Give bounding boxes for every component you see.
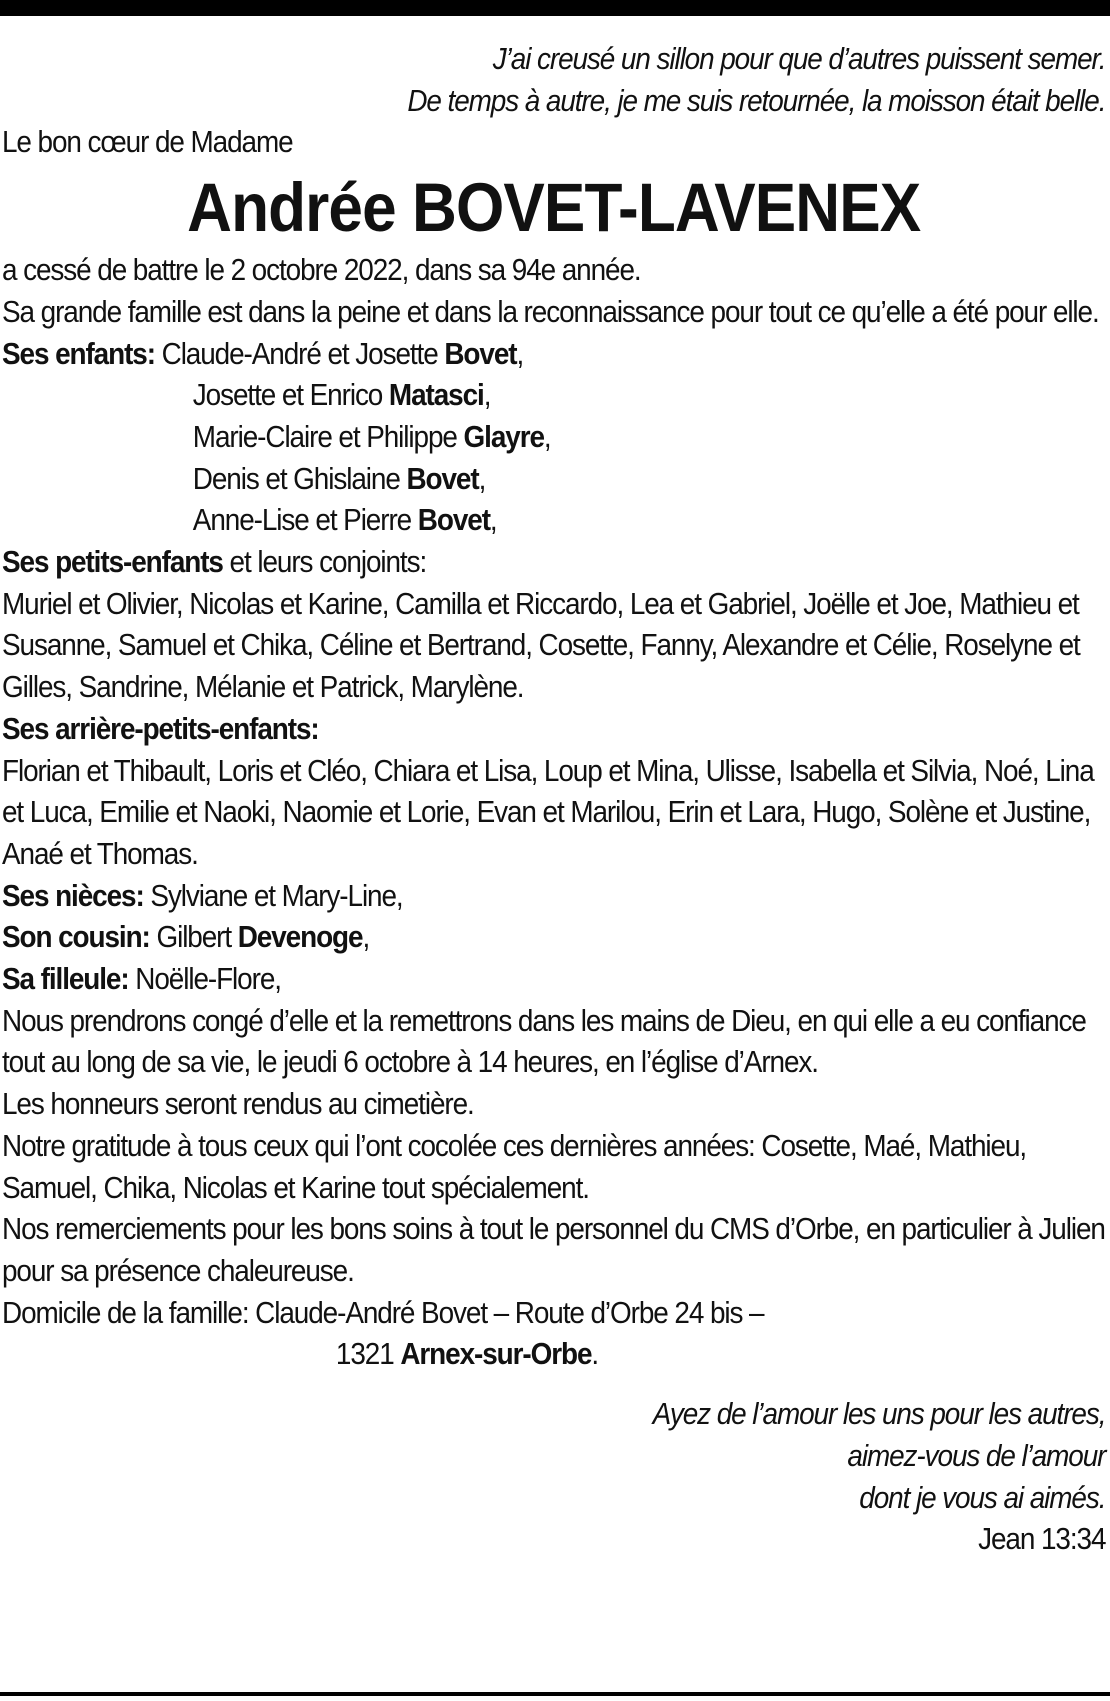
- epigraph: [2, 38, 1105, 121]
- epigraph-line: J’ai creusé un sillon pour que d’autres puissent semer.: [492, 41, 1106, 76]
- child-given-names: Anne-Lise et Pierre: [192, 502, 412, 538]
- grandchildren-suffix: et leurs conjoints:: [229, 544, 427, 580]
- deceased-name: Andrée BOVET-LAVENEX: [187, 169, 921, 247]
- intro-text: Le bon cœur de Madame: [2, 124, 293, 160]
- domicile-line: 1321 Arnex-sur-Orbe.: [335, 1336, 599, 1372]
- cousin-line: Son cousin: Gilbert Devenoge,: [2, 919, 370, 955]
- grandchildren-heading: [2, 541, 1105, 583]
- children-section: [2, 333, 1105, 542]
- nieces-names: Sylviane et Mary-Line,: [150, 877, 403, 913]
- goddaughter-names: Noëlle-Flore,: [135, 961, 281, 997]
- thanks-text: Notre gratitude à tous ceux qui l’ont cocolée ces dernières années: Cosette, Maé, Mathieu, Samuel, Chika, Nicolas et Karine tout spécialement.: [2, 1127, 1027, 1205]
- children-label: Ses enfants:: [2, 335, 155, 371]
- children-line: Josette et Enrico Matasci,: [192, 377, 491, 413]
- child-given-names: Marie-Claire et Philippe: [192, 418, 457, 454]
- nieces-line: [2, 875, 1105, 917]
- child-surname: Glayre: [463, 418, 544, 454]
- domicile-line: Domicile de la famille: Claude-André Bovet – Route d’Orbe 24 bis –: [2, 1294, 764, 1330]
- grandchildren-label: Ses petits-enfants: [2, 544, 223, 580]
- child-given-names: Josette et Enrico: [192, 377, 383, 413]
- goddaughter-label: Sa filleule:: [2, 961, 129, 997]
- child-surname: Bovet: [444, 335, 517, 371]
- epigraph-line: De temps à autre, je me suis retournée, la moisson était belle.: [407, 82, 1106, 118]
- child-given-names: Claude-André et Josette: [161, 335, 438, 371]
- verse-line: Ayez de l’amour les uns pour les autres,: [652, 1396, 1106, 1432]
- grandchildren-names: Muriel et Olivier, Nicolas et Karine, Camilla et Riccardo, Lea et Gabriel, Joëlle et Joe, Mathieu et Susanne, Samuel et Chika, Céline et Bertrand, Cosette, Fanny, Alexandre et Célie, Roselyne et Gilles, Sandrine, Mélanie et Patrick, Marylène.: [2, 585, 1080, 705]
- top-rule: [0, 0, 1110, 16]
- cousin-surname: Devenoge: [237, 919, 363, 955]
- child-surname: Bovet: [417, 502, 490, 538]
- children-line: Ses enfants: Claude-André et Josette Bovet,: [2, 335, 524, 371]
- children-line: Marie-Claire et Philippe Glayre,: [192, 418, 551, 454]
- cousin-label: Son cousin:: [2, 919, 150, 955]
- great-grandchildren-names: Florian et Thibault, Loris et Cléo, Chiara et Lisa, Loup et Mina, Ulisse, Isabella et Silvia, Noé, Lina et Luca, Emilie et Naoki, Naomie et Lorie, Evan et Marilou, Erin et Lara, Hugo, Solène et Justine, Anaé et Thomas.: [2, 752, 1094, 871]
- domicile-town: Arnex-sur-Orbe: [400, 1336, 592, 1372]
- children-line: Denis et Ghislaine Bovet,: [192, 460, 486, 496]
- closing-verse: [2, 1393, 1105, 1518]
- children-line: Anne-Lise et Pierre Bovet,: [192, 502, 497, 538]
- grandchildren-section: [2, 541, 1105, 708]
- domicile-postcode: 1321: [335, 1336, 394, 1372]
- domicile-address: [2, 1292, 1105, 1375]
- honours-text: Les honneurs seront rendus au cimetière.: [2, 1086, 474, 1122]
- great-grandchildren-label: Ses arrière-petits-enfants:: [2, 710, 319, 746]
- child-surname: Bovet: [406, 460, 479, 496]
- ceremony-text: Nous prendrons congé d’elle et la remettrons dans les mains de Dieu, en qui elle a eu confiance tout au long de sa vie, le jeudi 6 octobre à 14 heures, en l’église d’Arnex.: [2, 1002, 1086, 1080]
- cousin-given: Gilbert: [156, 919, 232, 955]
- goddaughter-line: [2, 958, 1105, 1000]
- death-text: a cessé de battre le 2 octobre 2022, dans sa 94e année.: [2, 252, 641, 288]
- bottom-rule: [0, 1692, 1110, 1696]
- verse-reference: Jean 13:34: [978, 1521, 1106, 1557]
- great-grandchildren-section: [2, 708, 1105, 875]
- nieces-label: Ses nièces:: [2, 877, 144, 913]
- family-gratitude: Sa grande famille est dans la peine et dans la reconnaissance pour tout ce qu’elle a été pour elle.: [2, 293, 1099, 329]
- thanks-text: Nos remerciements pour les bons soins à tout le personnel du CMS d’Orbe, en particulier à Julien pour sa présence chaleureuse.: [2, 1211, 1105, 1288]
- verse-line: dont je vous ai aimés.: [859, 1479, 1106, 1515]
- child-surname: Matasci: [388, 377, 484, 413]
- verse-line: aimez-vous de l’amour: [847, 1437, 1106, 1473]
- child-given-names: Denis et Ghislaine: [192, 460, 400, 496]
- obituary-notice: [2, 38, 1106, 1560]
